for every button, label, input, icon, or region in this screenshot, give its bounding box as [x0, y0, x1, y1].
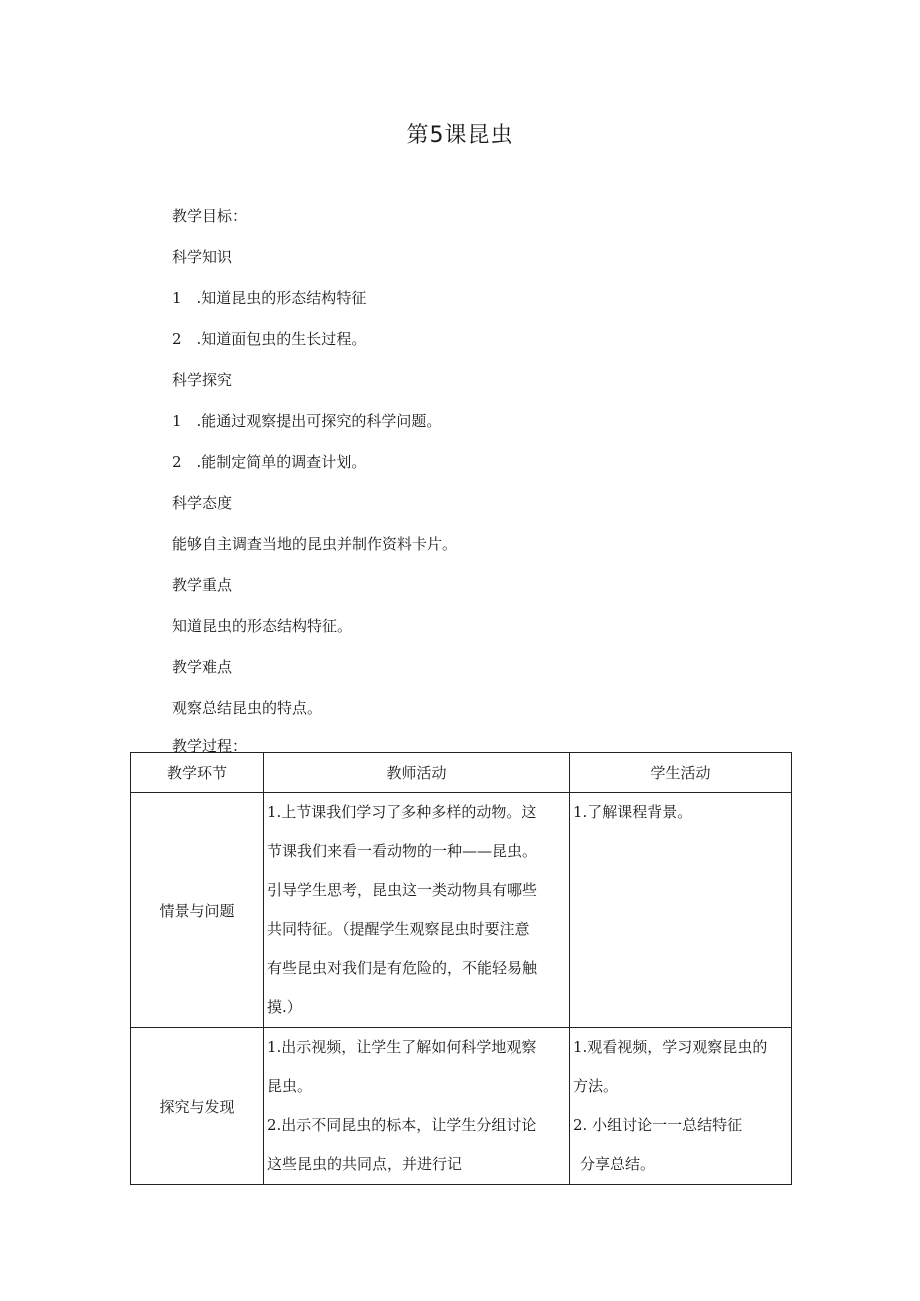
student-line: 1.观看视频，学习观察昆虫的 [573, 1038, 768, 1056]
header-stage: 教学环节 [131, 753, 264, 793]
header-student: 学生活动 [570, 753, 792, 793]
attitude-heading: 科学态度 [172, 494, 233, 512]
header-teacher: 教师活动 [264, 753, 570, 793]
teacher-line: 节课我们来看一看动物的一种——昆虫。 [267, 842, 538, 860]
knowledge-heading: 科学知识 [172, 248, 233, 266]
teacher-line: 2.出示不同昆虫的标本，让学生分组讨论 [267, 1116, 537, 1134]
inquiry-item-2: 2 .能制定简单的调查计划。 [172, 453, 367, 471]
teacher-activity-cell [264, 1028, 570, 1185]
student-activity-cell [570, 1028, 792, 1185]
student-line: 2. 小组讨论一一总结特征 [573, 1116, 743, 1134]
knowledge-item-1: 1 .知道昆虫的形态结构特征 [172, 289, 367, 307]
inquiry-item-1: 1 .能通过观察提出可探究的科学问题。 [172, 412, 442, 430]
teacher-line: 有些昆虫对我们是有危险的，不能轻易触 [267, 959, 538, 977]
table-header-row [131, 753, 792, 793]
table-row [131, 1028, 792, 1185]
teacher-line: 1.出示视频，让学生了解如何科学地观察 [267, 1038, 537, 1056]
student-line: 分享总结。 [580, 1155, 656, 1173]
page-title: 第5课昆虫 [406, 123, 514, 148]
stage-cell: 探究与发现 [131, 1028, 264, 1185]
key-point-text: 知道昆虫的形态结构特征。 [172, 617, 353, 635]
teacher-line: 这些昆虫的共同点，并进行记 [267, 1155, 463, 1173]
table-row [131, 793, 792, 1028]
difficulty-text: 观察总结昆虫的特点。 [172, 699, 323, 717]
student-line: 方法。 [573, 1077, 619, 1095]
teacher-line: 摸.） [267, 998, 302, 1016]
stage-cell: 情景与问题 [131, 793, 264, 1028]
student-activity-cell [570, 793, 792, 1028]
teacher-line: 昆虫。 [267, 1077, 313, 1095]
attitude-item: 能够自主调查当地的昆虫并制作资料卡片。 [172, 535, 458, 553]
inquiry-heading: 科学探究 [172, 371, 233, 389]
teaching-process-table [130, 752, 792, 1185]
teacher-line: 1.上节课我们学习了多种多样的动物。这 [267, 803, 537, 821]
teacher-line: 引导学生思考，昆虫这一类动物具有哪些 [267, 881, 538, 899]
knowledge-item-2: 2 .知道面包虫的生长过程。 [172, 330, 367, 348]
teacher-activity-cell [264, 793, 570, 1028]
difficulty-heading: 教学难点 [172, 658, 233, 676]
key-point-heading: 教学重点 [172, 576, 233, 594]
objectives-heading: 教学目标： [172, 207, 248, 225]
teacher-line: 共同特征。（提醒学生观察昆虫时要注意 [267, 920, 530, 938]
student-line: 1.了解课程背景。 [573, 803, 693, 821]
process-heading: 教学过程： [172, 737, 248, 755]
